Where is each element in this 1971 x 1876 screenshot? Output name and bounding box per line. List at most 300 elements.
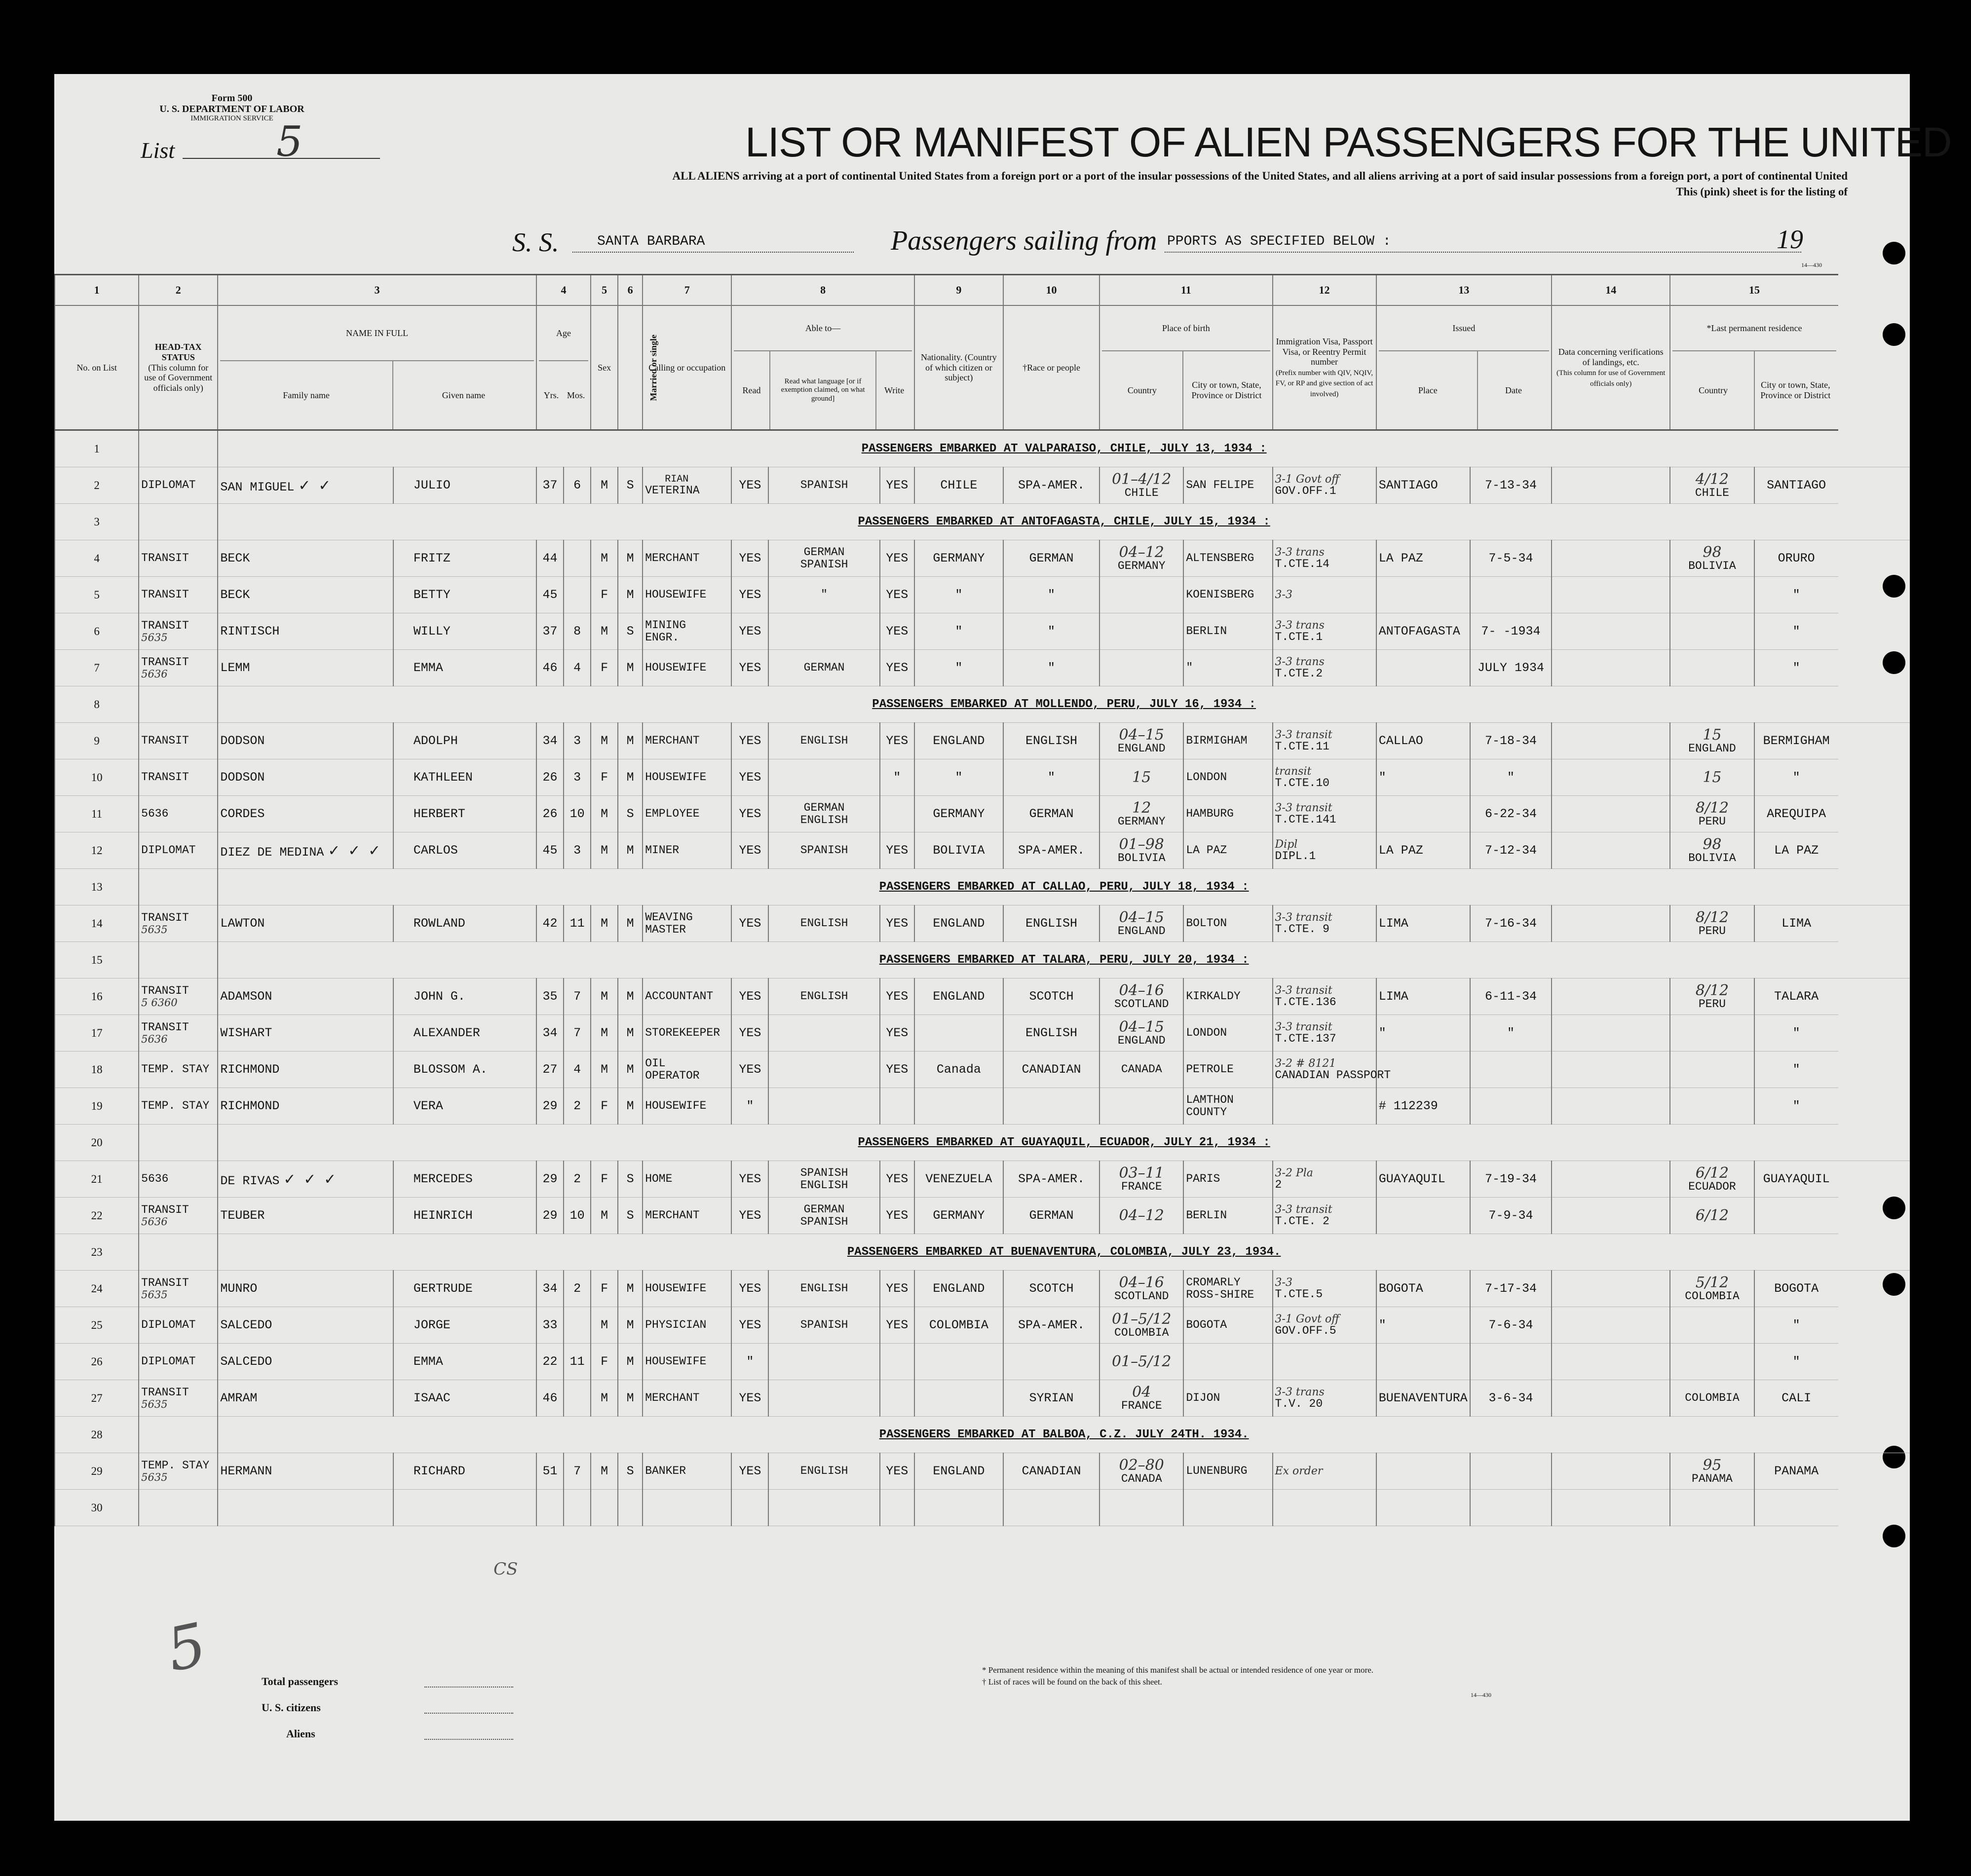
age-months bbox=[564, 540, 591, 577]
verification-data bbox=[1552, 905, 1670, 942]
sex: F bbox=[591, 1271, 618, 1307]
family-name bbox=[218, 1161, 393, 1198]
family-name bbox=[218, 1380, 393, 1417]
visa-number bbox=[1273, 1344, 1376, 1380]
row-head-tax bbox=[139, 1051, 218, 1088]
handwritten-visa-note: 3-3 trans bbox=[1275, 1386, 1325, 1398]
table-row bbox=[55, 1490, 1910, 1526]
residence-country bbox=[1670, 540, 1754, 577]
head-tax-number: 5636 bbox=[141, 1033, 168, 1045]
handwritten-residence-note: 8/12 bbox=[1695, 799, 1729, 817]
read-language bbox=[768, 1161, 879, 1198]
issued-date: 7-18-34 bbox=[1470, 723, 1552, 759]
age-months: 8 bbox=[564, 613, 591, 650]
sex: M bbox=[591, 723, 618, 759]
family-name bbox=[218, 1307, 393, 1344]
handwritten-residence-note: 95 bbox=[1703, 1456, 1722, 1474]
visa-number-text: T.CTE.2 bbox=[1275, 667, 1323, 680]
handwritten-residence-note: 4/12 bbox=[1695, 470, 1729, 488]
colnum-6: 6 bbox=[618, 275, 643, 306]
header-data-concerning bbox=[1552, 305, 1670, 430]
table-row bbox=[55, 796, 1910, 832]
marital-status: S bbox=[618, 467, 643, 504]
issued-place-label: Place bbox=[1418, 385, 1438, 395]
section-heading: PASSENGERS EMBARKED AT BUENAVENTURA, COLOMBIA, JULY 23, 1934. bbox=[218, 1234, 1910, 1271]
row-head-tax bbox=[139, 540, 218, 577]
occupation bbox=[643, 1161, 731, 1198]
table-row bbox=[55, 577, 1910, 613]
issued-place: LA PAZ bbox=[1376, 540, 1470, 577]
can-write bbox=[880, 1380, 914, 1417]
marital-status: M bbox=[618, 650, 643, 686]
occupation-text: MERCHANT bbox=[645, 734, 700, 748]
visa-number bbox=[1273, 905, 1376, 942]
given-name-label: Given name bbox=[392, 361, 534, 429]
read-language-text: GERMAN bbox=[803, 546, 845, 559]
occupation bbox=[643, 796, 731, 832]
res-country-label: Country bbox=[1699, 385, 1728, 395]
row-number: 12 bbox=[55, 832, 139, 869]
birth-city: SAN FELIPE bbox=[1183, 467, 1272, 504]
check-marks: ✓ ✓ bbox=[299, 477, 330, 496]
age-months bbox=[564, 1380, 591, 1417]
occupation-text: BANKER bbox=[645, 1464, 686, 1478]
sex: F bbox=[591, 1088, 618, 1125]
visa-number bbox=[1273, 467, 1376, 504]
issued-place bbox=[1376, 1453, 1470, 1490]
birth-country bbox=[1099, 1051, 1183, 1088]
row-head-tax bbox=[139, 613, 218, 650]
table-row bbox=[55, 978, 1910, 1015]
occupation-text: HOME bbox=[645, 1172, 673, 1186]
handwritten-residence-note: 5/12 bbox=[1695, 1274, 1729, 1291]
table-row bbox=[55, 540, 1910, 577]
residence-city: BOGOTA bbox=[1754, 1271, 1838, 1307]
age-months: 7 bbox=[564, 1015, 591, 1051]
residence-country bbox=[1670, 978, 1754, 1015]
occupation bbox=[643, 1380, 731, 1417]
residence-country-text: BOLIVIA bbox=[1688, 560, 1736, 573]
handwritten-code: 04–15 bbox=[1119, 1018, 1164, 1036]
family-name bbox=[218, 1015, 393, 1051]
given-name: JORGE bbox=[393, 1307, 536, 1344]
age-label: Age bbox=[539, 306, 588, 361]
verification-data bbox=[1552, 650, 1670, 686]
can-write: YES bbox=[880, 1271, 914, 1307]
head-tax-status: TRANSIT bbox=[141, 588, 189, 601]
age-months: 7 bbox=[564, 1453, 591, 1490]
handwritten-code: 01–4/12 bbox=[1111, 470, 1172, 488]
head-tax-status: TRANSIT bbox=[141, 734, 189, 748]
birth-country bbox=[1099, 1161, 1183, 1198]
read-language-text: ENGLISH bbox=[800, 734, 848, 748]
occupation-text: HOUSEWIFE bbox=[645, 1355, 707, 1368]
residence-country-text: COLOMBIA bbox=[1685, 1391, 1740, 1405]
occupation bbox=[643, 1198, 731, 1234]
can-write: YES bbox=[880, 1051, 914, 1088]
section-heading: PASSENGERS EMBARKED AT TALARA, PERU, JULY 20, 1934 : bbox=[218, 942, 1910, 978]
verification-data bbox=[1552, 1307, 1670, 1344]
race: GERMAN bbox=[1003, 1198, 1099, 1234]
visa-number-text: T.CTE.10 bbox=[1275, 776, 1329, 789]
given-name: FRITZ bbox=[393, 540, 536, 577]
birth-city: LUNENBURG bbox=[1183, 1453, 1272, 1490]
given-name: CARLOS bbox=[393, 832, 536, 869]
nationality bbox=[914, 1380, 1003, 1417]
family-name bbox=[218, 1271, 393, 1307]
race: " bbox=[1003, 650, 1099, 686]
residence-country bbox=[1670, 1198, 1754, 1234]
aliens-line bbox=[424, 1739, 513, 1740]
occupation bbox=[643, 832, 731, 869]
birth-country-text: GERMANY bbox=[1117, 815, 1166, 828]
head-tax-status: TEMP. STAY bbox=[141, 1063, 210, 1076]
colnum-9: 9 bbox=[914, 275, 1003, 306]
family-name-text: CORDES bbox=[220, 807, 265, 821]
row-head-tax bbox=[139, 577, 218, 613]
head-tax-status: 5636 bbox=[141, 807, 169, 821]
row-number: 6 bbox=[55, 613, 139, 650]
handwritten-visa-note: 3-2 # 8121 bbox=[1275, 1057, 1336, 1070]
visa-number bbox=[1273, 759, 1376, 796]
occupation bbox=[643, 1490, 731, 1526]
can-read: YES bbox=[731, 759, 768, 796]
birth-country bbox=[1099, 1453, 1183, 1490]
head-tax-status: TRANSIT bbox=[141, 552, 189, 565]
visa-number bbox=[1273, 1088, 1376, 1125]
residence-city: TALARA bbox=[1754, 978, 1838, 1015]
residence-city: CALI bbox=[1754, 1380, 1838, 1417]
head-tax-status: DIPLOMAT bbox=[141, 1355, 196, 1368]
given-name: ROWLAND bbox=[393, 905, 536, 942]
row-number: 25 bbox=[55, 1307, 139, 1344]
issued-place: " bbox=[1376, 1307, 1470, 1344]
birth-city: BOLTON bbox=[1183, 905, 1272, 942]
nationality: " bbox=[914, 759, 1003, 796]
place-of-birth-label: Place of birth bbox=[1102, 306, 1270, 351]
nationality bbox=[914, 1490, 1003, 1526]
visa-number bbox=[1273, 1161, 1376, 1198]
given-name bbox=[393, 1490, 536, 1526]
can-read: YES bbox=[731, 1453, 768, 1490]
race: " bbox=[1003, 577, 1099, 613]
nationality: COLOMBIA bbox=[914, 1307, 1003, 1344]
read-language bbox=[768, 1088, 879, 1125]
residence-country-text: COLOMBIA bbox=[1685, 1290, 1740, 1303]
occupation bbox=[643, 759, 731, 796]
age-years: 45 bbox=[536, 832, 564, 869]
sailing-label: Passengers sailing from bbox=[891, 225, 1157, 256]
age-months: 11 bbox=[564, 905, 591, 942]
residence-city: LIMA bbox=[1754, 905, 1838, 942]
row-number: 10 bbox=[55, 759, 139, 796]
occupation-line-2: RIAN bbox=[665, 473, 689, 485]
head-tax-status: TEMP. STAY bbox=[141, 1459, 210, 1472]
table-row bbox=[55, 1271, 1910, 1307]
table-row bbox=[55, 1380, 1910, 1417]
ss-label: S. S. bbox=[512, 227, 559, 257]
family-name bbox=[218, 1453, 393, 1490]
occupation-text: WEAVING bbox=[645, 911, 693, 924]
table-row bbox=[55, 504, 1910, 540]
birth-city: PETROLE bbox=[1183, 1051, 1272, 1088]
footnote-races: † List of races will be found on the back of this sheet. bbox=[982, 1677, 1162, 1687]
race: SPA-AMER. bbox=[1003, 467, 1099, 504]
family-name-text: DODSON bbox=[220, 770, 265, 785]
read-language bbox=[768, 1051, 879, 1088]
race: SPA-AMER. bbox=[1003, 832, 1099, 869]
visa-number bbox=[1273, 577, 1376, 613]
age-years: 45 bbox=[536, 577, 564, 613]
handwritten-code: 02–80 bbox=[1119, 1456, 1164, 1474]
age-years: 26 bbox=[536, 759, 564, 796]
birth-country bbox=[1099, 1490, 1183, 1526]
given-name: ISAAC bbox=[393, 1380, 536, 1417]
birth-country-text: ENGLAND bbox=[1117, 1034, 1166, 1048]
birth-country-text: CHILE bbox=[1124, 487, 1159, 500]
given-name: HERBERT bbox=[393, 796, 536, 832]
given-name: ADOLPH bbox=[393, 723, 536, 759]
table-row bbox=[55, 467, 1910, 504]
occupation bbox=[643, 905, 731, 942]
row-head-tax bbox=[139, 796, 218, 832]
issued-place bbox=[1376, 650, 1470, 686]
given-name: WILLY bbox=[393, 613, 536, 650]
sailing-from: PPORTS AS SPECIFIED BELOW : bbox=[1167, 234, 1391, 249]
marital-status bbox=[618, 1490, 643, 1526]
read-language bbox=[768, 1015, 879, 1051]
service-name: IMMIGRATION SERVICE bbox=[190, 114, 273, 122]
given-name: JOHN G. bbox=[393, 978, 536, 1015]
occupation-text: HOUSEWIFE bbox=[645, 1099, 707, 1113]
issued-place: " bbox=[1376, 1015, 1470, 1051]
header-age bbox=[536, 305, 591, 430]
occupation-text: OIL bbox=[645, 1057, 666, 1070]
table-row bbox=[55, 1234, 1910, 1271]
head-tax-status: TRANSIT bbox=[141, 1021, 189, 1034]
issued-date: " bbox=[1470, 1015, 1552, 1051]
occupation-text: HOUSEWIFE bbox=[645, 588, 707, 601]
row-number: 15 bbox=[55, 942, 139, 978]
birth-country bbox=[1099, 1088, 1183, 1125]
occupation-text: MERCHANT bbox=[645, 1209, 700, 1222]
race: CANADIAN bbox=[1003, 1453, 1099, 1490]
issued-place: BOGOTA bbox=[1376, 1271, 1470, 1307]
visa-number-text: T.CTE.5 bbox=[1275, 1287, 1323, 1301]
race: SPA-AMER. bbox=[1003, 1161, 1099, 1198]
visa-number bbox=[1273, 978, 1376, 1015]
race: " bbox=[1003, 759, 1099, 796]
birth-country-text: FRANCE bbox=[1121, 1180, 1162, 1194]
residence-country bbox=[1670, 1088, 1754, 1125]
table-row bbox=[55, 1125, 1910, 1161]
residence-country bbox=[1670, 1490, 1754, 1526]
residence-city: " bbox=[1754, 613, 1838, 650]
birth-country bbox=[1099, 467, 1183, 504]
row-number: 28 bbox=[55, 1417, 139, 1453]
occupation-line-2: MASTER bbox=[645, 923, 686, 936]
read-language-text: SPANISH bbox=[800, 1166, 848, 1180]
age-years: 29 bbox=[536, 1161, 564, 1198]
read-language-text: SPANISH bbox=[800, 1318, 848, 1332]
read-language-text: " bbox=[821, 588, 828, 601]
table-row bbox=[55, 1161, 1910, 1198]
family-name-text: BECK bbox=[220, 551, 250, 565]
residence-country bbox=[1670, 1380, 1754, 1417]
can-write: " bbox=[880, 759, 914, 796]
section-heading: PASSENGERS EMBARKED AT VALPARAISO, CHILE, JULY 13, 1934 : bbox=[218, 430, 1910, 467]
race: SCOTCH bbox=[1003, 1271, 1099, 1307]
birth-country bbox=[1099, 723, 1183, 759]
age-years: 29 bbox=[536, 1198, 564, 1234]
can-read: " bbox=[731, 1088, 768, 1125]
read-language bbox=[768, 723, 879, 759]
residence-country-text: PERU bbox=[1698, 925, 1726, 938]
issued-place: BUENAVENTURA bbox=[1376, 1380, 1470, 1417]
read-language bbox=[768, 1453, 879, 1490]
sex: M bbox=[591, 905, 618, 942]
can-write: YES bbox=[880, 540, 914, 577]
birth-country bbox=[1099, 796, 1183, 832]
residence-city: PANAMA bbox=[1754, 1453, 1838, 1490]
birth-country-text: GERMANY bbox=[1117, 560, 1166, 573]
header-nationality: Nationality. (Country of which citizen or subject) bbox=[914, 305, 1003, 430]
age-months: 2 bbox=[564, 1161, 591, 1198]
sex: F bbox=[591, 577, 618, 613]
nationality: ENGLAND bbox=[914, 1453, 1003, 1490]
issued-date: 7-6-34 bbox=[1470, 1307, 1552, 1344]
read-language bbox=[768, 832, 879, 869]
issued-place: LIMA bbox=[1376, 905, 1470, 942]
row-head-tax bbox=[139, 430, 218, 467]
marital-status: M bbox=[618, 978, 643, 1015]
row-number: 5 bbox=[55, 577, 139, 613]
issued-place bbox=[1376, 1490, 1470, 1526]
age-months: 7 bbox=[564, 978, 591, 1015]
able-to-label: Able to— bbox=[734, 306, 911, 351]
given-name: KATHLEEN bbox=[393, 759, 536, 796]
race: CANADIAN bbox=[1003, 1051, 1099, 1088]
head-tax-number: 5635 bbox=[141, 631, 168, 643]
handwritten-residence-note: 15 bbox=[1703, 768, 1722, 786]
handwritten-code: 04–16 bbox=[1119, 1274, 1164, 1291]
family-name-text: LAWTON bbox=[220, 916, 265, 931]
read-language-text: SPANISH bbox=[800, 844, 848, 857]
given-name: GERTRUDE bbox=[393, 1271, 536, 1307]
family-name bbox=[218, 613, 393, 650]
can-write: YES bbox=[880, 577, 914, 613]
family-name bbox=[218, 1198, 393, 1234]
family-name-text: ADAMSON bbox=[220, 989, 272, 1004]
verification-data bbox=[1552, 1015, 1670, 1051]
verification-data bbox=[1552, 1271, 1670, 1307]
row-number: 13 bbox=[55, 869, 139, 905]
read-language bbox=[768, 1198, 879, 1234]
given-name: BETTY bbox=[393, 577, 536, 613]
total-passengers-line bbox=[424, 1687, 513, 1688]
handwritten-code: 04 bbox=[1132, 1383, 1151, 1401]
birth-country bbox=[1099, 759, 1183, 796]
birth-country bbox=[1099, 1198, 1183, 1234]
visa-number bbox=[1273, 832, 1376, 869]
read-language bbox=[768, 1344, 879, 1380]
occupation-text: HOUSEWIFE bbox=[645, 771, 707, 784]
read-language bbox=[768, 759, 879, 796]
given-name: HEINRICH bbox=[393, 1198, 536, 1234]
row-number: 8 bbox=[55, 686, 139, 723]
given-name: BLOSSOM A. bbox=[393, 1051, 536, 1088]
handwritten-code: 03–11 bbox=[1119, 1164, 1164, 1182]
table-row bbox=[55, 1088, 1910, 1125]
sex: M bbox=[591, 1453, 618, 1490]
row-head-tax bbox=[139, 723, 218, 759]
row-number: 22 bbox=[55, 1198, 139, 1234]
birth-country bbox=[1099, 832, 1183, 869]
issued-place: # 112239 bbox=[1376, 1088, 1470, 1125]
head-tax-status: TRANSIT bbox=[141, 656, 189, 669]
can-read: YES bbox=[731, 1015, 768, 1051]
punch-hole-8 bbox=[1883, 1525, 1905, 1547]
colnum-8: 8 bbox=[731, 275, 914, 306]
handwritten-code: 04–15 bbox=[1119, 908, 1164, 926]
issued-date bbox=[1470, 1051, 1552, 1088]
sex: M bbox=[591, 796, 618, 832]
married-label: Married or single bbox=[648, 334, 659, 401]
can-write: YES bbox=[880, 905, 914, 942]
colnum-5: 5 bbox=[591, 275, 618, 306]
occupation bbox=[643, 978, 731, 1015]
column-number-row bbox=[55, 275, 1910, 306]
can-write: YES bbox=[880, 1453, 914, 1490]
read-language-text: SPANISH bbox=[800, 479, 848, 492]
visa-number-text: T.CTE.11 bbox=[1275, 740, 1329, 753]
list-label: List bbox=[141, 138, 175, 163]
birth-country bbox=[1099, 1015, 1183, 1051]
colnum-10: 10 bbox=[1003, 275, 1099, 306]
family-name bbox=[218, 577, 393, 613]
visa-number-text: 2 bbox=[1275, 1178, 1282, 1191]
birth-city: BERLIN bbox=[1183, 613, 1272, 650]
can-read: YES bbox=[731, 1198, 768, 1234]
ship-name: SANTA BARBARA bbox=[597, 234, 705, 249]
age-months: 4 bbox=[564, 1051, 591, 1088]
family-name-text: RICHMOND bbox=[220, 1099, 280, 1113]
residence-city: " bbox=[1754, 759, 1838, 796]
residence-city: " bbox=[1754, 1015, 1838, 1051]
row-number: 14 bbox=[55, 905, 139, 942]
race: " bbox=[1003, 613, 1099, 650]
header-sex: Sex bbox=[591, 305, 618, 430]
age-years: 37 bbox=[536, 613, 564, 650]
header-race: †Race or people bbox=[1003, 305, 1099, 430]
visa-number-text: T.CTE.141 bbox=[1275, 813, 1336, 826]
handwritten-visa-note: 3-2 Pla bbox=[1275, 1166, 1313, 1179]
visa-note: (Prefix number with QIV, NQIV, FV, or RP and give section of act involved) bbox=[1275, 369, 1373, 398]
age-months: 11 bbox=[564, 1344, 591, 1380]
yrs-label: Yrs. bbox=[543, 390, 559, 400]
head-tax-status: TRANSIT bbox=[141, 771, 189, 784]
header-no-on-list: No. on List bbox=[55, 305, 139, 430]
row-number: 20 bbox=[55, 1125, 139, 1161]
family-name-text: LEMM bbox=[220, 661, 250, 675]
row-number: 26 bbox=[55, 1344, 139, 1380]
birth-country-text: SCOTLAND bbox=[1114, 998, 1169, 1011]
read-language bbox=[768, 1271, 879, 1307]
race: ENGLISH bbox=[1003, 905, 1099, 942]
issued-place: CALLAO bbox=[1376, 723, 1470, 759]
birth-city: LA PAZ bbox=[1183, 832, 1272, 869]
nationality bbox=[914, 1344, 1003, 1380]
